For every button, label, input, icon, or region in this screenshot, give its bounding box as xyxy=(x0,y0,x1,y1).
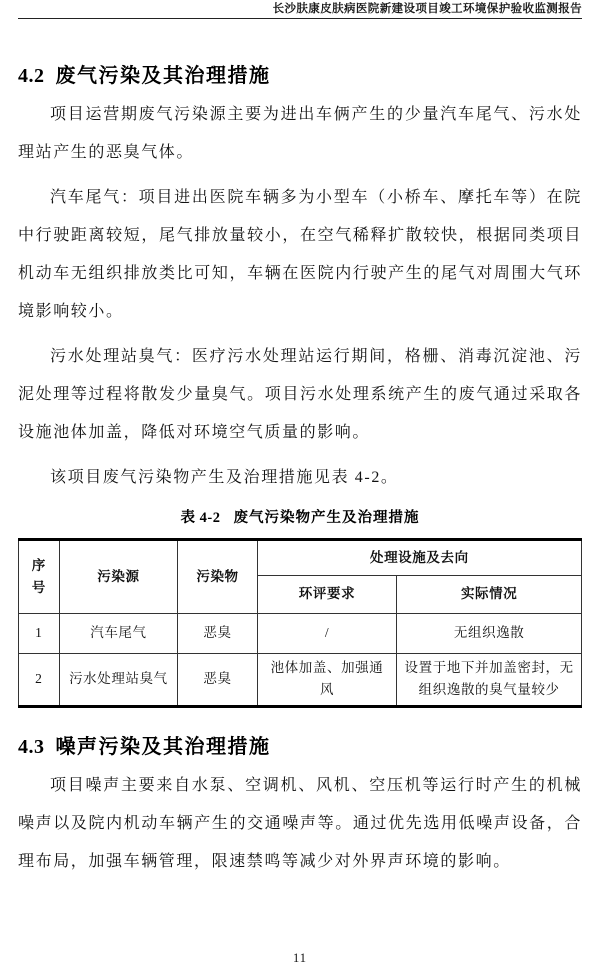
paragraph-noise-overview: 项目噪声主要来自水泵、空调机、风机、空压机等运行时产生的机械噪声以及院内机动车辆产生的交通噪声等。通过优先选用低噪声设备，合理布局，加强车辆管理，限速禁鸣等减少对外界声环境的影响。 xyxy=(18,776,582,870)
header-rule xyxy=(18,18,582,19)
cell-row2-no: 2 xyxy=(19,654,60,707)
cell-row1-no: 1 xyxy=(19,614,60,654)
header-cell-treatment-group: 处理设施及去向 xyxy=(257,540,581,576)
section-4-3-number: 4.3 xyxy=(18,735,45,758)
paragraph-waste-gas-overview: 项目运营期废气污染源主要为进出车俩产生的少量汽车尾气、污水处理站产生的恶臭气体。 xyxy=(18,106,582,161)
cell-row2-pollutant: 恶臭 xyxy=(178,654,257,707)
cell-row2-actual: 设置于地下并加盖密封，无组织逸散的臭气量较少 xyxy=(397,654,582,707)
section-4-2-heading xyxy=(18,63,582,89)
cell-row1-pollutant: 恶臭 xyxy=(178,614,257,654)
table-row xyxy=(19,654,582,707)
paragraph-vehicle-exhaust: 汽车尾气：项目进出医院车辆多为小型车（小桥车、摩托车等）在院中行驶距离较短，尾气排放量较小，在空气稀释扩散较快，根据同类项目机动车无组织排放类比可知，车辆在医院内行驶产生的尾气对周围大气环境影响较小。 xyxy=(18,189,582,320)
cell-row2-source: 污水处理站臭气 xyxy=(59,654,178,707)
header-cell-source: 污染源 xyxy=(59,540,178,614)
table-4-2 xyxy=(18,538,582,708)
header-cell-eia-requirement: 环评要求 xyxy=(257,576,397,614)
section-4-2-number: 4.2 xyxy=(18,65,45,87)
paragraph-table-reference: 该项目废气污染物产生及治理措施见表 4-2。 xyxy=(50,469,399,486)
table-caption-label: 表 4-2 xyxy=(180,510,221,526)
paragraph-sewage-station-odor: 污水处理站臭气：医疗污水处理站运行期间，格栅、消毒沉淀池、污泥处理等过程将散发少量臭气。项目污水处理系统产生的废气通过采取各设施池体加盖，降低对环境空气质量的影响。 xyxy=(18,348,582,441)
page-number: 11 xyxy=(292,951,308,965)
header-cell-pollutant: 污染物 xyxy=(178,540,257,614)
header-cell-no: 序号 xyxy=(19,540,60,614)
table-row xyxy=(19,614,582,654)
section-4-2-title: 废气污染及其治理措施 xyxy=(55,65,271,87)
cell-row2-eia: 池体加盖、加强通风 xyxy=(257,654,397,707)
table-4-2-caption xyxy=(18,506,582,527)
section-4-3-title: 噪声污染及其治理措施 xyxy=(55,735,271,758)
cell-row1-source: 汽车尾气 xyxy=(59,614,178,654)
cell-row1-actual: 无组织逸散 xyxy=(397,614,582,654)
table-header-row-group xyxy=(19,540,582,576)
header-cell-actual-situation: 实际情况 xyxy=(397,576,582,614)
section-4-3-heading xyxy=(18,734,582,760)
table-caption-title: 废气污染物产生及治理措施 xyxy=(233,510,420,526)
running-header: 长沙肤康皮肤病医院新建设项目竣工环境保护验收监测报告 xyxy=(272,3,582,15)
cell-row1-eia: / xyxy=(257,614,397,654)
